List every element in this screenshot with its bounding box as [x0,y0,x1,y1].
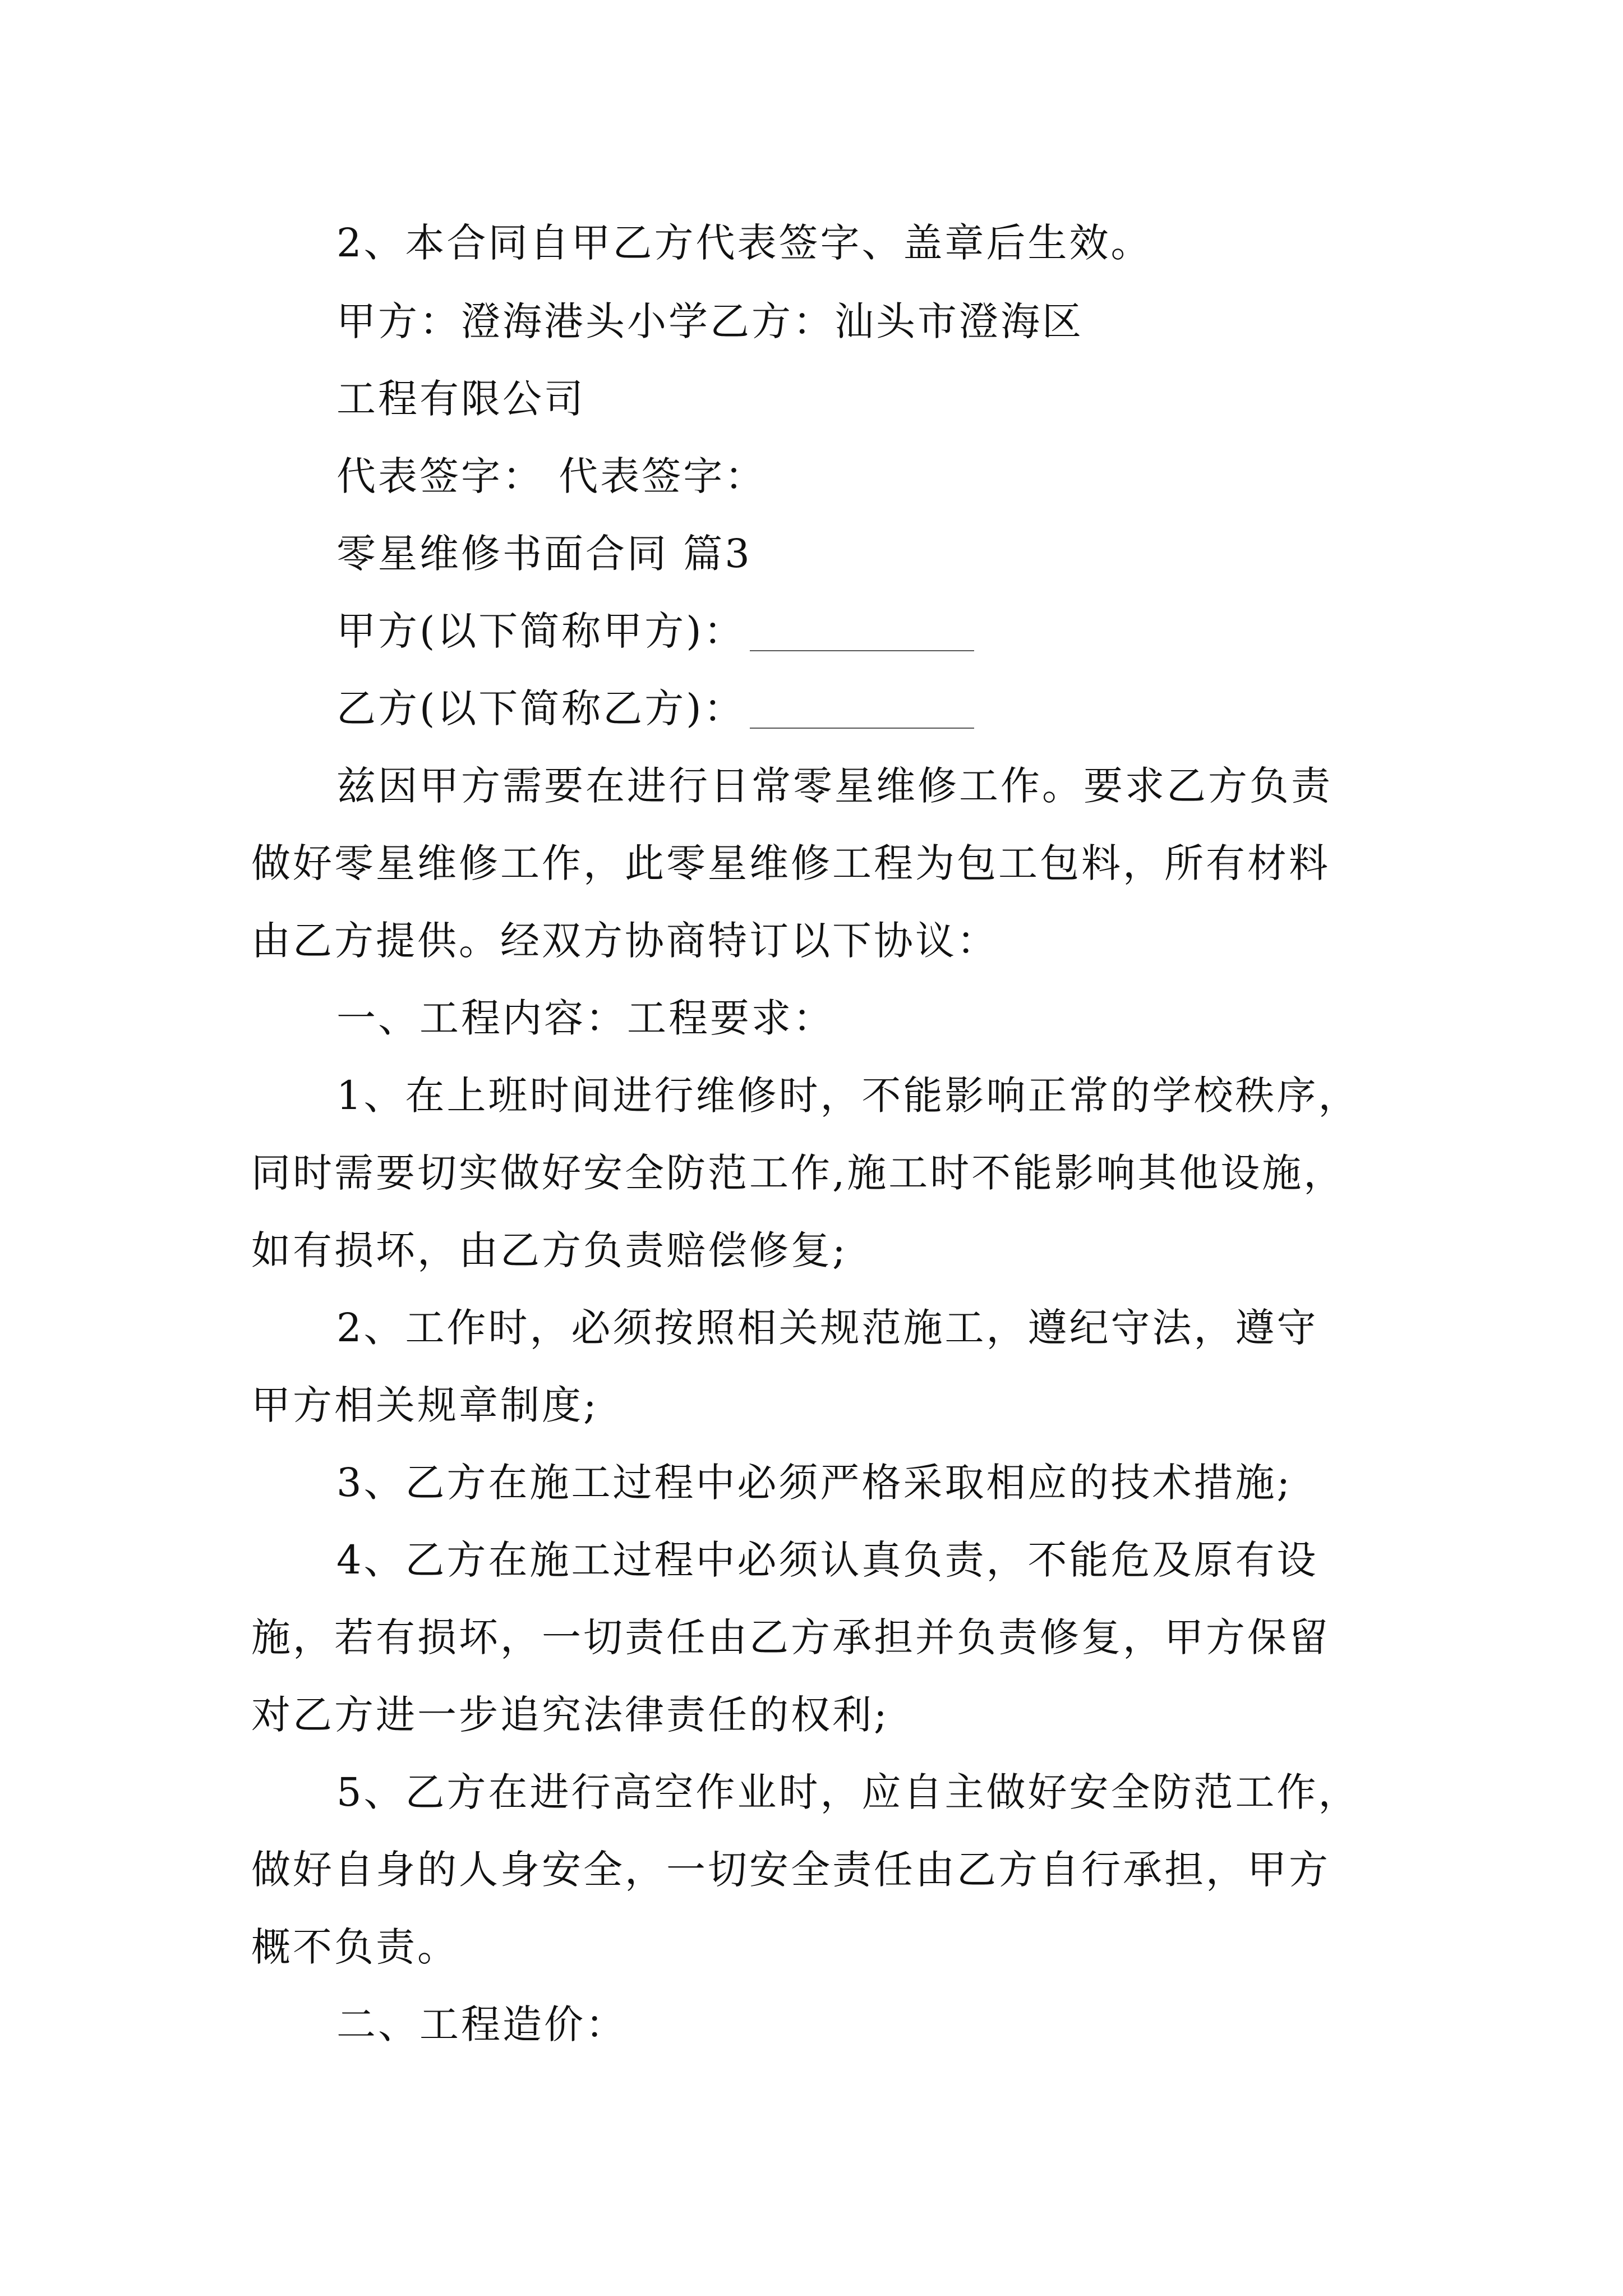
party-a-line [336,606,974,656]
clause-heading: 二、工程造价： [336,2001,627,2047]
text-line: 做好自身的人身安全，一切安全责任由乙方自行承担，甲方 [251,1847,1330,1893]
fill-in-blank [750,650,974,651]
clause-heading: 一、工程内容：工程要求： [336,995,834,1041]
text-line: 2、本合同自甲乙方代表签字、盖章后生效。 [336,220,1152,266]
text-line: 3、乙方在施工过程中必须严格采取相应的技术措施; [336,1460,1293,1506]
text-line: 如有损坏，由乙方负责赔偿修复; [251,1227,848,1273]
party-b-line [336,683,974,734]
text-line: 甲方相关规章制度; [251,1382,599,1428]
text-line: 工程有限公司 [336,376,585,422]
section-heading: 零星维修书面合同 篇3 [336,531,752,577]
text-line: 4、乙方在施工过程中必须认真负责，不能危及原有设 [336,1537,1318,1583]
text-line: 施，若有损坏，一切责任由乙方承担并负责修复，甲方保留 [251,1614,1330,1660]
party-a-label: 甲方(以下简称甲方)： [336,608,745,654]
fill-in-blank [750,728,974,729]
text-line: 5、乙方在进行高空作业时，应自主做好安全防范工作， [336,1769,1360,1815]
text-line: 2、工作时，必须按照相关规范施工，遵纪守法，遵守 [336,1305,1318,1351]
text-line: 对乙方进一步追究法律责任的权利; [251,1692,889,1738]
text-line: 做好零星维修工作，此零星维修工程为包工包料，所有材料 [251,840,1330,886]
party-b-label: 乙方(以下简称乙方)： [336,685,745,731]
text-line: 同时需要切实做好安全防范工作,施工时不能影响其他设施， [251,1150,1345,1196]
text-line: 1、在上班时间进行维修时，不能影响正常的学校秩序， [336,1073,1360,1119]
text-line: 兹因甲方需要在进行日常零星维修工作。要求乙方负责 [336,763,1332,809]
text-line: 概不负责。 [251,1924,459,1970]
text-line: 甲方：澄海港头小学乙方：汕头市澄海区 [336,298,1083,344]
text-line: 代表签字： 代表签字： [336,453,767,499]
text-line: 由乙方提供。经双方协商特订以下协议： [251,918,998,964]
